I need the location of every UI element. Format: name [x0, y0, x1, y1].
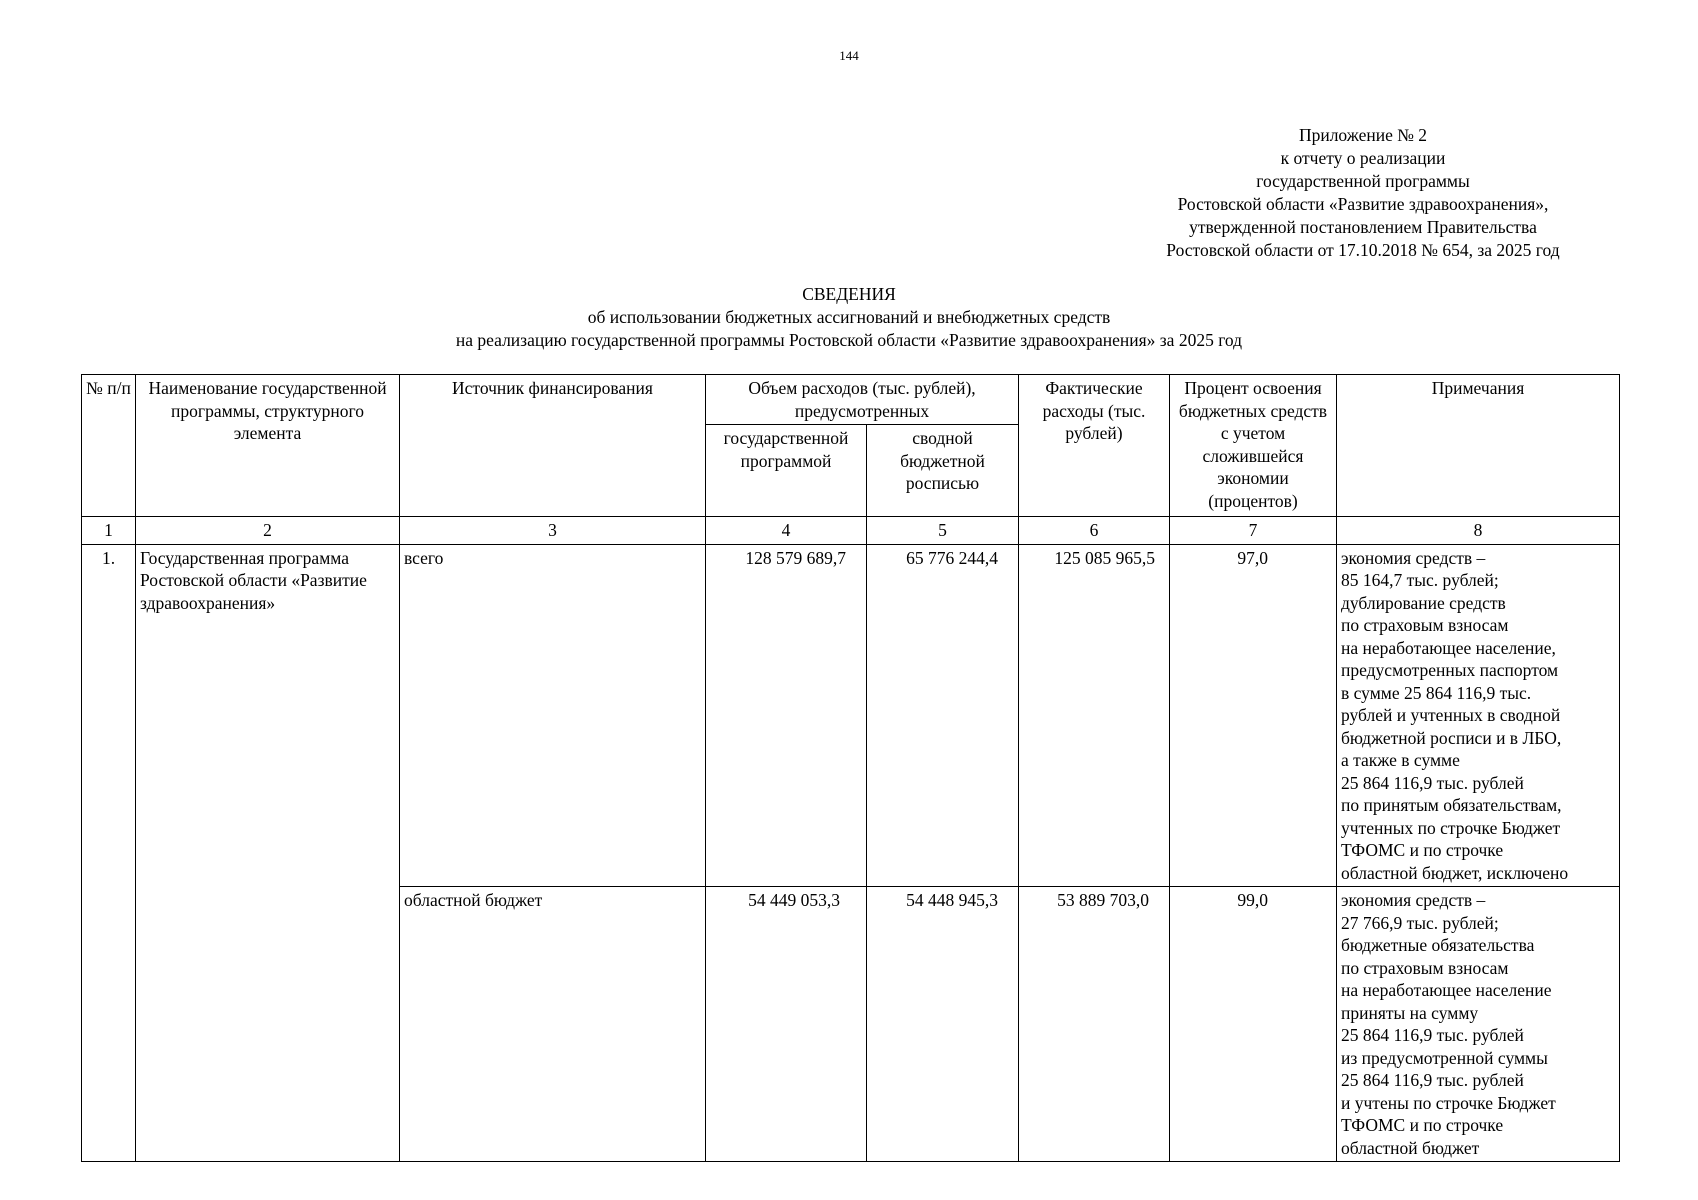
note-line: бюджетные обязательства	[1341, 935, 1535, 955]
note-line: ТФОМС и по строчке	[1341, 840, 1504, 860]
column-number: 8	[1337, 517, 1620, 545]
row-actual-amount: 125 085 965,5	[1019, 544, 1170, 887]
appendix-line: утвержденной постановлением Правительства	[1189, 217, 1537, 237]
header-actual: Фактические расходы (тыс. рублей)	[1019, 375, 1170, 517]
note-line: из предусмотренной суммы	[1341, 1047, 1548, 1068]
note-line: экономия средств –	[1341, 547, 1486, 568]
row-num: 1.	[82, 544, 136, 1162]
appendix-line: Ростовской области от 17.10.2018 № 654, за 2025 год	[1166, 240, 1560, 260]
header-row	[82, 375, 1620, 425]
column-number: 4	[706, 517, 867, 545]
row-actual-amount: 53 889 703,0	[1019, 887, 1170, 1162]
row-note	[1337, 887, 1620, 1162]
note-line: экономия средств –	[1341, 890, 1486, 910]
column-number: 6	[1019, 517, 1170, 545]
row-budget-amount: 65 776 244,4	[867, 544, 1019, 887]
title-heading: СВЕДЕНИЯ	[802, 284, 896, 304]
row-source: всего	[400, 544, 706, 887]
table-row	[82, 544, 1620, 887]
note-line: на неработающее население	[1341, 980, 1552, 1000]
appendix-line: государственной программы	[1256, 171, 1470, 191]
budget-table	[81, 374, 1620, 1162]
column-number: 5	[867, 517, 1019, 545]
row-percent: 99,0	[1170, 887, 1337, 1162]
note-line: а также в сумме	[1341, 750, 1460, 770]
row-name: Государственная программа Ростовской области «Развитие здравоохранения»	[136, 544, 400, 1162]
note-line: областной бюджет, исключено	[1341, 862, 1569, 883]
page-number: 144	[839, 48, 859, 63]
header-name: Наименование государственной программы, структурного элемента	[136, 375, 400, 517]
note-line: и учтены по строчке Бюджет	[1341, 1092, 1556, 1113]
header-percent: Процент освоения бюджетных средств с учетом сложившейся экономии (процентов)	[1170, 375, 1337, 517]
note-line: по страховым взносам	[1341, 957, 1509, 978]
note-line: дублирование средств	[1341, 592, 1506, 613]
note-line: областной бюджет	[1341, 1137, 1480, 1158]
column-number-row	[82, 517, 1620, 545]
note-line: бюджетной росписи и в ЛБО,	[1341, 727, 1562, 748]
row-note	[1337, 544, 1620, 887]
appendix-line: Ростовской области «Развитие здравоохранения»,	[1177, 194, 1549, 214]
row-program-amount: 54 449 053,3	[706, 887, 867, 1162]
note-line: приняты на сумму	[1341, 1002, 1479, 1023]
appendix-line: к отчету о реализации	[1280, 148, 1446, 168]
row-program-amount: 128 579 689,7	[706, 544, 867, 887]
note-line: 27 766,9 тыс. рублей;	[1341, 912, 1499, 933]
note-line: рублей и учтенных в сводной	[1341, 705, 1561, 725]
header-source: Источник финансирования	[400, 375, 706, 517]
row-percent: 97,0	[1170, 544, 1337, 887]
note-line: по страховым взносам	[1341, 615, 1509, 635]
note-line: учтенных по строчке Бюджет	[1341, 817, 1561, 838]
header-volume-budget: сводной бюджетной росписью	[867, 425, 1019, 517]
note-line: предусмотренных паспортом	[1341, 660, 1559, 680]
title-line: на реализацию государственной программы Ростовской области «Развитие здравоохранения» за 2025 год	[455, 330, 1243, 350]
header-volume-program: государственной программой	[706, 425, 867, 517]
document-title	[0, 283, 1698, 352]
note-line: 25 864 116,9 тыс. рублей	[1341, 1070, 1524, 1090]
column-number: 7	[1170, 517, 1337, 545]
note-line: 25 864 116,9 тыс. рублей	[1341, 1025, 1524, 1045]
note-line: по принятым обязательствам,	[1341, 795, 1562, 815]
row-source: областной бюджет	[400, 887, 706, 1162]
row-budget-amount: 54 448 945,3	[867, 887, 1019, 1162]
column-number: 3	[400, 517, 706, 545]
column-number: 1	[82, 517, 136, 545]
column-number: 2	[136, 517, 400, 545]
header-volume: Объем расходов (тыс. рублей), предусмотренных	[706, 375, 1019, 425]
note-line: на неработающее население,	[1341, 637, 1556, 658]
appendix-block	[1103, 124, 1623, 262]
note-line: в сумме 25 864 116,9 тыс.	[1341, 682, 1532, 703]
note-line: ТФОМС и по строчке	[1341, 1115, 1504, 1135]
title-line: об использовании бюджетных ассигнований и внебюджетных средств	[587, 307, 1111, 327]
header-notes: Примечания	[1337, 375, 1620, 517]
note-line: 85 164,7 тыс. рублей;	[1341, 570, 1499, 590]
header-num: № п/п	[82, 375, 136, 517]
note-line: 25 864 116,9 тыс. рублей	[1341, 772, 1524, 793]
appendix-line: Приложение № 2	[1298, 125, 1428, 145]
